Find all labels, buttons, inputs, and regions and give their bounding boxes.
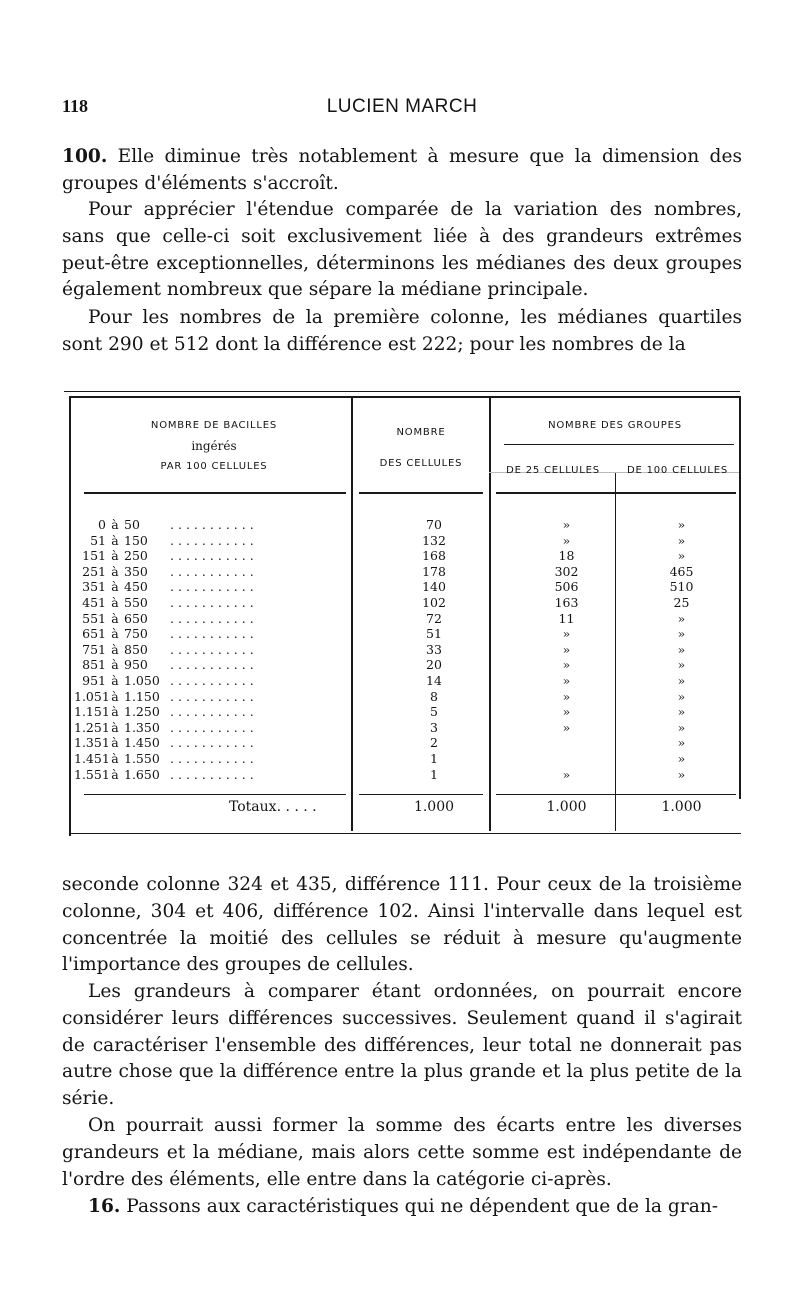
leader-dots: ........... bbox=[170, 532, 258, 548]
table-row bbox=[64, 720, 744, 736]
leader-dots: ........... bbox=[170, 688, 258, 704]
paragraph-5: Les grandeurs à comparer étant ordonnées, on pourrait encore considérer leurs différences successives. Seulement quand il s'agirait de caractériser l'ensemble des différences, leur total ne donnerait pas autre chose que la différence entre la plus grande et la plus petite de la série. bbox=[62, 981, 742, 1110]
paragraph-1 bbox=[62, 144, 742, 198]
groups-100-count: » bbox=[677, 688, 686, 704]
leader-dots: ........... bbox=[170, 751, 258, 766]
range-cell bbox=[74, 657, 344, 673]
range-high: 1.650 bbox=[124, 766, 160, 782]
range-low: 1.151 bbox=[74, 704, 110, 720]
cell-count: 1 bbox=[430, 766, 438, 782]
range-high: 250 bbox=[124, 548, 148, 564]
header-rule-col1 bbox=[84, 492, 346, 494]
groups-100-count: » bbox=[677, 735, 686, 751]
range-low: 551 bbox=[82, 610, 106, 626]
page-number: 118 bbox=[62, 96, 89, 116]
groups-100-count: » bbox=[677, 517, 686, 532]
range-connector: à bbox=[111, 719, 119, 735]
running-head: LUCIEN MARCH bbox=[326, 96, 478, 117]
groups-25-count: » bbox=[562, 719, 571, 735]
paragraph-7 bbox=[62, 1194, 742, 1221]
range-low: 0 bbox=[98, 517, 106, 532]
range-low: 1.351 bbox=[74, 735, 110, 751]
groups-25-count: » bbox=[562, 626, 571, 642]
groups-25-count: 506 bbox=[554, 579, 579, 595]
range-connector: à bbox=[111, 641, 119, 657]
cell-count: 5 bbox=[430, 704, 438, 720]
range-cell bbox=[74, 626, 344, 642]
range-high: 850 bbox=[124, 641, 148, 657]
range-connector: à bbox=[111, 563, 119, 579]
groups-100-count: » bbox=[677, 641, 686, 657]
cell-count: 8 bbox=[430, 688, 438, 704]
range-cell bbox=[74, 689, 344, 705]
leader-dots: ........... bbox=[170, 563, 258, 579]
paragraph-2: Pour apprécier l'étendue comparée de la variation des nombres, sans que celle-ci soit exclusivement liée à des grandeurs extrêmes peut-être exceptionnelles, déterminons les médianes des deux groupes également nombreux que sépare la médiane principale. bbox=[62, 199, 742, 301]
cell-count: 140 bbox=[422, 579, 446, 595]
leader-dots: ........... bbox=[170, 719, 258, 735]
groups-25-count: » bbox=[562, 517, 571, 532]
header-ingeres: ingérés bbox=[191, 439, 237, 453]
groups-100-count: » bbox=[677, 532, 686, 548]
groups-100-count: » bbox=[677, 673, 686, 688]
range-cell bbox=[74, 767, 344, 783]
cell-count: 1 bbox=[430, 751, 438, 766]
range-cell bbox=[74, 548, 344, 564]
range-high: 1.050 bbox=[124, 673, 160, 688]
header-100-cellules: DE 100 CELLULES bbox=[627, 465, 728, 476]
paragraph-1-text: Elle diminue très notablement à mesure que la dimension des groupes d'éléments s'accroît. bbox=[62, 146, 742, 194]
leader-dots: ........... bbox=[170, 673, 258, 688]
groups-25-count: » bbox=[562, 657, 571, 673]
cell-count: 20 bbox=[426, 657, 442, 673]
totals-label: Totaux. . . . . bbox=[229, 799, 317, 815]
groups-100-count: » bbox=[677, 766, 686, 782]
range-cell bbox=[74, 564, 344, 580]
cell-count: 102 bbox=[422, 595, 446, 610]
table-row bbox=[64, 595, 744, 611]
range-high: 950 bbox=[124, 657, 148, 673]
range-connector: à bbox=[111, 766, 119, 782]
range-cell bbox=[74, 611, 344, 627]
paragraph-7-text: Passons aux caractéristiques qui ne dépendent que de la gran- bbox=[120, 1196, 719, 1217]
cell-count: 2 bbox=[430, 735, 438, 751]
range-low: 451 bbox=[82, 595, 106, 610]
table-row bbox=[64, 657, 744, 673]
range-connector: à bbox=[111, 751, 119, 766]
table-row bbox=[64, 533, 744, 549]
totals-rule-col3 bbox=[496, 794, 736, 795]
range-low: 951 bbox=[82, 673, 106, 688]
table-top-rule bbox=[64, 391, 740, 392]
leader-dots: ........... bbox=[170, 579, 258, 595]
table-row bbox=[64, 579, 744, 595]
range-high: 450 bbox=[124, 579, 148, 595]
range-connector: à bbox=[111, 626, 119, 642]
cell-count: 33 bbox=[426, 641, 442, 657]
range-low: 651 bbox=[82, 626, 106, 642]
range-connector: à bbox=[111, 657, 119, 673]
cell-count: 14 bbox=[426, 673, 442, 688]
paragraph-6: On pourrait aussi former la somme des écarts entre les diverses grandeurs et la médiane, mais alors cette somme est indépendante de l'ordre des éléments, elle entre dans la catégorie ci-après. bbox=[62, 1115, 742, 1190]
range-connector: à bbox=[111, 673, 119, 688]
groups-25-count: 302 bbox=[554, 563, 579, 579]
range-connector: à bbox=[111, 579, 119, 595]
groups-25-count: » bbox=[562, 641, 571, 657]
table-row bbox=[64, 517, 744, 533]
table-row bbox=[64, 548, 744, 564]
range-cell bbox=[74, 595, 344, 611]
range-connector: à bbox=[111, 704, 119, 720]
bacilli-table bbox=[64, 387, 744, 837]
paragraph-3: Pour les nombres de la première colonne, les médianes quartiles sont 290 et 512 dont la différence est 222; pour les nombres de la bbox=[62, 307, 742, 355]
range-low: 351 bbox=[82, 579, 106, 595]
cell-count: 70 bbox=[426, 517, 442, 532]
range-cell bbox=[74, 673, 344, 689]
table-frame-bottom bbox=[69, 833, 741, 834]
groups-100-count: » bbox=[677, 719, 686, 735]
range-low: 51 bbox=[90, 532, 106, 548]
groups-25-count: 11 bbox=[558, 610, 575, 626]
groups-100-count: 510 bbox=[669, 579, 694, 595]
table-row bbox=[64, 767, 744, 783]
range-low: 1.251 bbox=[74, 719, 110, 735]
table-row bbox=[64, 704, 744, 720]
header-rule-col3 bbox=[496, 492, 736, 494]
leader-dots: ........... bbox=[170, 626, 258, 642]
header-per-100-cells: PAR 100 CELLULES bbox=[160, 461, 268, 472]
range-cell bbox=[74, 720, 344, 736]
range-high: 1.550 bbox=[124, 751, 160, 766]
table-row bbox=[64, 673, 744, 689]
range-high: 1.150 bbox=[124, 688, 160, 704]
section-number-16: 16. bbox=[88, 1196, 121, 1217]
range-cell bbox=[74, 704, 344, 720]
range-low: 1.551 bbox=[74, 766, 110, 782]
range-low: 151 bbox=[82, 548, 106, 564]
leader-dots: ........... bbox=[170, 517, 258, 532]
range-low: 851 bbox=[82, 657, 106, 673]
range-high: 550 bbox=[124, 595, 148, 610]
leader-dots: ........... bbox=[170, 610, 258, 626]
range-low: 1.051 bbox=[74, 688, 110, 704]
range-high: 350 bbox=[124, 563, 148, 579]
range-connector: à bbox=[111, 532, 119, 548]
groups-25-count: 163 bbox=[554, 595, 579, 610]
leader-dots: ........... bbox=[170, 704, 258, 720]
range-connector: à bbox=[111, 548, 119, 564]
groups-100-count: » bbox=[677, 548, 686, 564]
cell-count: 3 bbox=[430, 719, 438, 735]
groups-100-count: » bbox=[677, 626, 686, 642]
cell-count: 168 bbox=[422, 548, 446, 564]
range-cell bbox=[74, 579, 344, 595]
groups-25-count: » bbox=[562, 704, 571, 720]
groups-100-count: 25 bbox=[673, 595, 690, 610]
range-cell bbox=[74, 533, 344, 549]
groups-25-count: » bbox=[562, 688, 571, 704]
totals-groups-25: 1.000 bbox=[546, 799, 587, 815]
range-high: 50 bbox=[124, 517, 140, 532]
table-row bbox=[64, 689, 744, 705]
header-des-cellules: DES CELLULES bbox=[379, 458, 463, 469]
header-bacilli: NOMBRE DE BACILLES bbox=[150, 420, 278, 431]
groups-100-count: » bbox=[677, 704, 686, 720]
range-connector: à bbox=[111, 735, 119, 751]
leader-dots: ........... bbox=[170, 766, 258, 782]
header-nombre: NOMBRE bbox=[396, 427, 446, 438]
groups-100-count: » bbox=[677, 657, 686, 673]
range-high: 1.450 bbox=[124, 735, 160, 751]
groups-25-count: » bbox=[562, 532, 571, 548]
cell-count: 72 bbox=[426, 610, 442, 626]
groups-25-count: » bbox=[562, 766, 571, 782]
cell-count: 178 bbox=[422, 563, 446, 579]
leader-dots: ........... bbox=[170, 735, 258, 751]
range-connector: à bbox=[111, 688, 119, 704]
leader-dots: ........... bbox=[170, 641, 258, 657]
table-row bbox=[64, 611, 744, 627]
range-connector: à bbox=[111, 610, 119, 626]
totals-rule-col1 bbox=[84, 794, 346, 795]
page-header bbox=[62, 96, 742, 120]
groups-100-count: » bbox=[677, 610, 686, 626]
table-row bbox=[64, 735, 744, 751]
range-cell bbox=[74, 642, 344, 658]
range-high: 750 bbox=[124, 626, 148, 642]
totals-rule-col2 bbox=[359, 794, 483, 795]
range-cell bbox=[74, 517, 344, 533]
range-high: 1.350 bbox=[124, 719, 160, 735]
range-cell bbox=[74, 751, 344, 767]
leader-dots: ........... bbox=[170, 595, 258, 610]
groups-25-count: 18 bbox=[558, 548, 575, 564]
header-25-cellules: DE 25 CELLULES bbox=[506, 465, 600, 476]
totals-groups-100: 1.000 bbox=[661, 799, 702, 815]
groups-25-count: » bbox=[562, 673, 571, 688]
table-row bbox=[64, 642, 744, 658]
leader-dots: ........... bbox=[170, 548, 258, 564]
group-brace bbox=[504, 444, 734, 445]
range-high: 1.250 bbox=[124, 704, 160, 720]
table-row bbox=[64, 751, 744, 767]
paragraph-4: seconde colonne 324 et 435, différence 111. Pour ceux de la troisième colonne, 304 et 406, différence 102. Ainsi l'intervalle dans lequel est concentrée la moitié des cellules se réduit à mesure qu'augmente l'importance des groupes de cellules. bbox=[62, 874, 742, 976]
header-nombre-des-groupes: NOMBRE DES GROUPES bbox=[548, 420, 682, 431]
range-high: 650 bbox=[124, 610, 148, 626]
cell-count: 132 bbox=[422, 532, 446, 548]
range-high: 150 bbox=[124, 532, 148, 548]
leader-dots: ........... bbox=[170, 657, 258, 673]
table-row bbox=[64, 564, 744, 580]
table-row bbox=[64, 626, 744, 642]
range-cell bbox=[74, 735, 344, 751]
groups-100-count: 465 bbox=[669, 563, 694, 579]
range-connector: à bbox=[111, 517, 119, 532]
section-number-100: 100. bbox=[62, 146, 108, 167]
range-low: 751 bbox=[82, 641, 106, 657]
totals-cells: 1.000 bbox=[413, 799, 455, 815]
groups-100-count: » bbox=[677, 751, 686, 766]
range-low: 251 bbox=[82, 563, 106, 579]
range-connector: à bbox=[111, 595, 119, 610]
header-rule-col2 bbox=[359, 492, 483, 494]
range-low: 1.451 bbox=[74, 751, 110, 766]
table-frame-top bbox=[69, 396, 739, 398]
cell-count: 51 bbox=[426, 626, 442, 642]
